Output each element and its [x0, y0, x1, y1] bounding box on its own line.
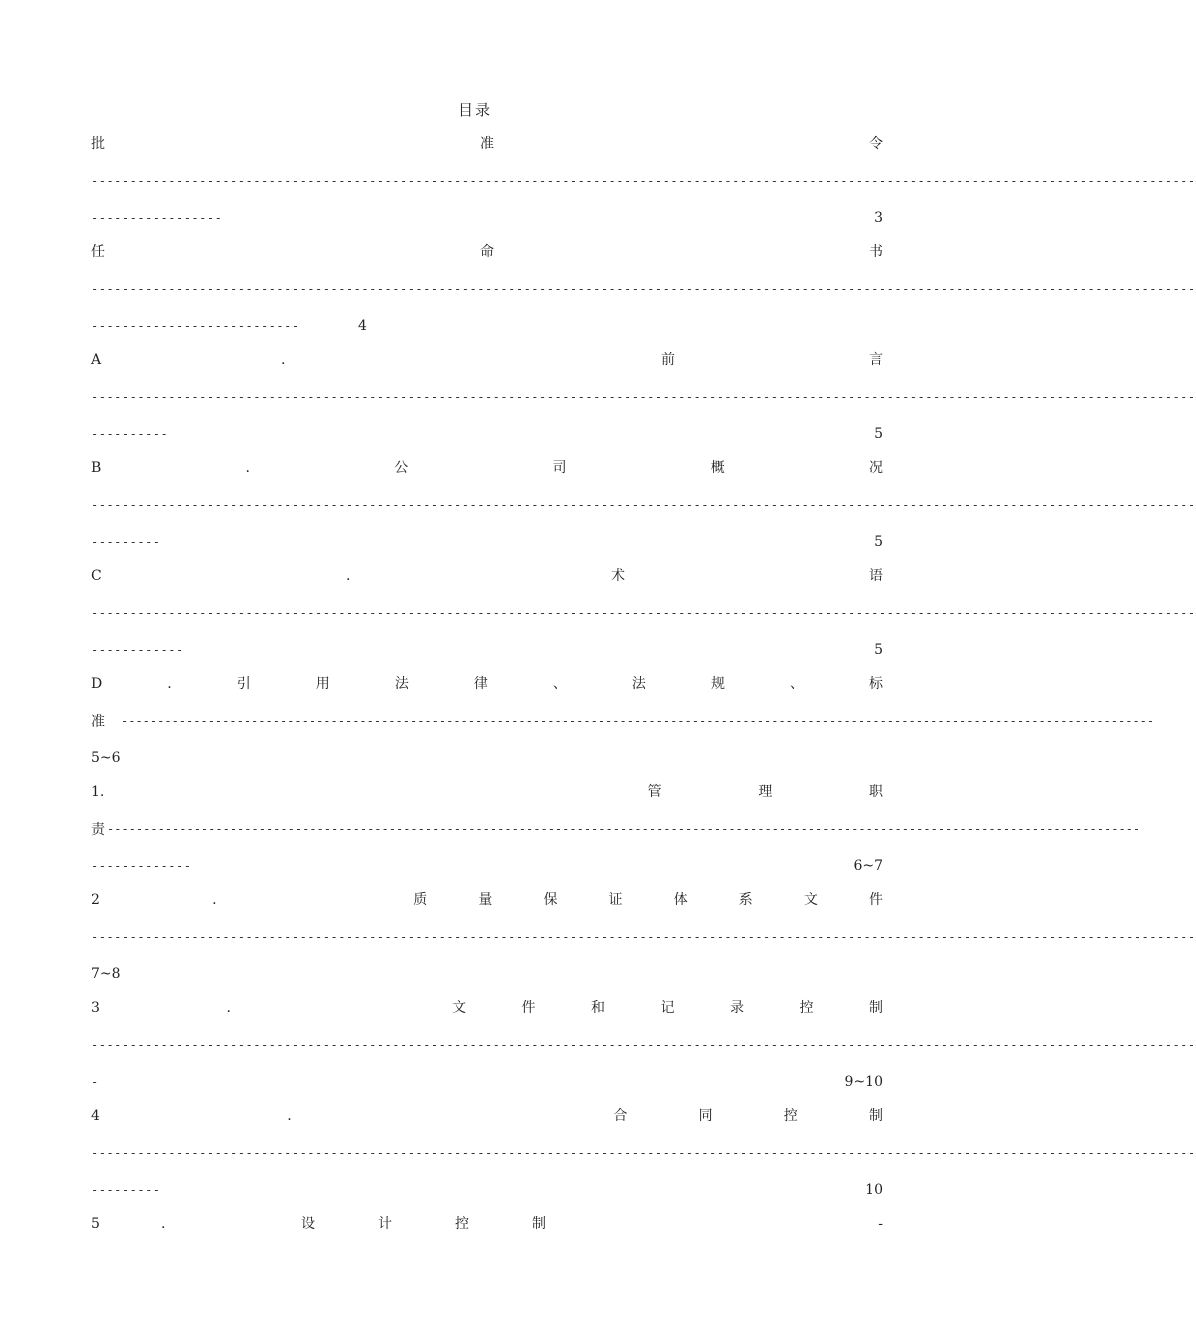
- toc-char: 概: [710, 460, 725, 476]
- page-number: 5~6: [91, 750, 121, 766]
- toc-char: 标: [869, 676, 883, 692]
- page-number: 3: [874, 210, 883, 226]
- toc-entry-qa-system: [91, 889, 883, 911]
- dot-leader: -----------------------------------------------------------------------------------------------------------------------------------------------: [91, 498, 1196, 512]
- toc-char: 引: [236, 676, 251, 692]
- toc-char: 制: [532, 1216, 546, 1232]
- toc-char: 任: [91, 244, 105, 260]
- page-number: 5: [874, 642, 883, 658]
- dot-leader: -----------------------------------------------------------------------------------------------------------------------------------------------: [91, 1146, 1196, 1160]
- toc-entry-management: [91, 781, 883, 803]
- toc-char: 制: [869, 1000, 883, 1016]
- page-number: 10: [865, 1182, 883, 1198]
- dot-leader: -----------------------------------------------------------------------------------------------------------------------------------------------: [91, 606, 1196, 620]
- page-number: 7~8: [91, 966, 121, 982]
- dot-leader-tail: -----------------: [91, 211, 223, 225]
- toc-char: 规: [710, 676, 725, 692]
- toc-char: D: [91, 676, 103, 692]
- toc-char: 职: [868, 784, 883, 800]
- toc-entry-design-control: [91, 1213, 883, 1235]
- toc-char: 批: [91, 136, 105, 152]
- toc-char: 5: [91, 1216, 100, 1232]
- toc-char: 1.: [91, 784, 105, 800]
- dot-leader-tail: -: [91, 1075, 99, 1089]
- toc-char: 准: [91, 714, 105, 730]
- toc-char: 证: [608, 892, 623, 908]
- toc-char: 保: [543, 892, 558, 908]
- toc-char: 制: [868, 1108, 883, 1124]
- toc-char: .: [161, 1216, 166, 1232]
- toc-char: 控: [455, 1216, 469, 1232]
- toc-char: 、: [789, 676, 804, 692]
- toc-char: 法: [631, 676, 646, 692]
- toc-char: 况: [869, 460, 883, 476]
- toc-char: -: [878, 1216, 883, 1232]
- toc-char: 文: [803, 892, 818, 908]
- toc-char: 用: [315, 676, 330, 692]
- toc-char: 法: [394, 676, 409, 692]
- dot-leader-tail: -------------: [91, 859, 192, 873]
- page-number: 4: [358, 318, 367, 334]
- toc-char: 公: [394, 460, 409, 476]
- toc-char: 控: [783, 1108, 798, 1124]
- toc-char: 司: [552, 460, 567, 476]
- toc-char: 4: [91, 1108, 100, 1124]
- toc-char: 体: [673, 892, 688, 908]
- toc-char: 件: [521, 1000, 536, 1016]
- toc-char: 2: [91, 892, 100, 908]
- toc-char: 和: [591, 1000, 605, 1016]
- toc-char: A: [91, 352, 102, 368]
- dot-leader-tail: ---------: [91, 535, 161, 549]
- dot-leader-tail: ----------: [91, 427, 169, 441]
- dot-leader: -----------------------------------------------------------------------------------------------------------------------------------------------: [91, 930, 1196, 944]
- dot-leader: -----------------------------------------------------------------------------------------------------------------------------------------------: [121, 714, 1155, 728]
- toc-char: 责: [91, 822, 105, 838]
- toc-entry-continuation: [91, 818, 1141, 840]
- toc-char: .: [212, 892, 217, 908]
- toc-char: 准: [480, 136, 494, 152]
- toc-char: 律: [473, 676, 488, 692]
- toc-char: 命: [480, 244, 494, 260]
- toc-char: 令: [869, 136, 883, 152]
- page-number: 5: [874, 534, 883, 550]
- dot-leader-tail: ------------: [91, 643, 184, 657]
- toc-char: 量: [478, 892, 493, 908]
- toc-entry-continuation: [91, 710, 1155, 732]
- toc-char: 管: [647, 784, 662, 800]
- toc-char: 系: [738, 892, 753, 908]
- dot-leader: -----------------------------------------------------------------------------------------------------------------------------------------------: [91, 174, 1196, 188]
- toc-entry-preface: [91, 349, 883, 371]
- toc-char: 录: [730, 1000, 744, 1016]
- toc-char: 语: [869, 568, 883, 584]
- toc-char: 件: [868, 892, 883, 908]
- dot-leader: -----------------------------------------------------------------------------------------------------------------------------------------------: [107, 822, 1141, 836]
- dot-leader-tail: ---------: [91, 1183, 161, 1197]
- toc-char: 言: [869, 352, 883, 368]
- dot-leader-tail: ---------------------------: [91, 319, 300, 333]
- toc-char: 控: [799, 1000, 814, 1016]
- toc-char: 术: [611, 568, 625, 584]
- toc-char: .: [167, 676, 172, 692]
- toc-entry-contract-control: [91, 1105, 883, 1127]
- dot-leader: -----------------------------------------------------------------------------------------------------------------------------------------------: [91, 282, 1196, 296]
- toc-char: 设: [301, 1216, 315, 1232]
- toc-char: 质: [413, 892, 428, 908]
- toc-char: 3: [91, 1000, 100, 1016]
- toc-char: 、: [552, 676, 567, 692]
- toc-char: C: [91, 568, 102, 584]
- toc-entry-approval: [91, 133, 883, 155]
- toc-entry-appointment: [91, 241, 883, 263]
- dot-leader: -----------------------------------------------------------------------------------------------------------------------------------------------: [91, 390, 1196, 404]
- toc-char: .: [346, 568, 351, 584]
- toc-entry-company: [91, 457, 883, 479]
- toc-char: 记: [660, 1000, 675, 1016]
- toc-char: 理: [758, 784, 773, 800]
- toc-char: 合: [613, 1108, 628, 1124]
- toc-char: .: [281, 352, 286, 368]
- toc-char: 计: [378, 1216, 392, 1232]
- toc-char: .: [287, 1108, 292, 1124]
- toc-char: 文: [452, 1000, 466, 1016]
- page-number: 9~10: [844, 1074, 883, 1090]
- toc-char: .: [226, 1000, 231, 1016]
- toc-char: .: [245, 460, 250, 476]
- toc-entry-document-control: [91, 997, 883, 1019]
- dot-leader: -----------------------------------------------------------------------------------------------------------------------------------------------: [91, 1038, 1196, 1052]
- page-number: 6~7: [853, 858, 883, 874]
- page-number: 5: [874, 426, 883, 442]
- toc-char: B: [91, 460, 102, 476]
- toc-char: 同: [698, 1108, 713, 1124]
- toc-char: 前: [661, 352, 675, 368]
- toc-char: 书: [869, 244, 883, 260]
- toc-entry-references: [91, 673, 883, 695]
- toc-entry-terms: [91, 565, 883, 587]
- toc-title: 目录: [457, 101, 492, 119]
